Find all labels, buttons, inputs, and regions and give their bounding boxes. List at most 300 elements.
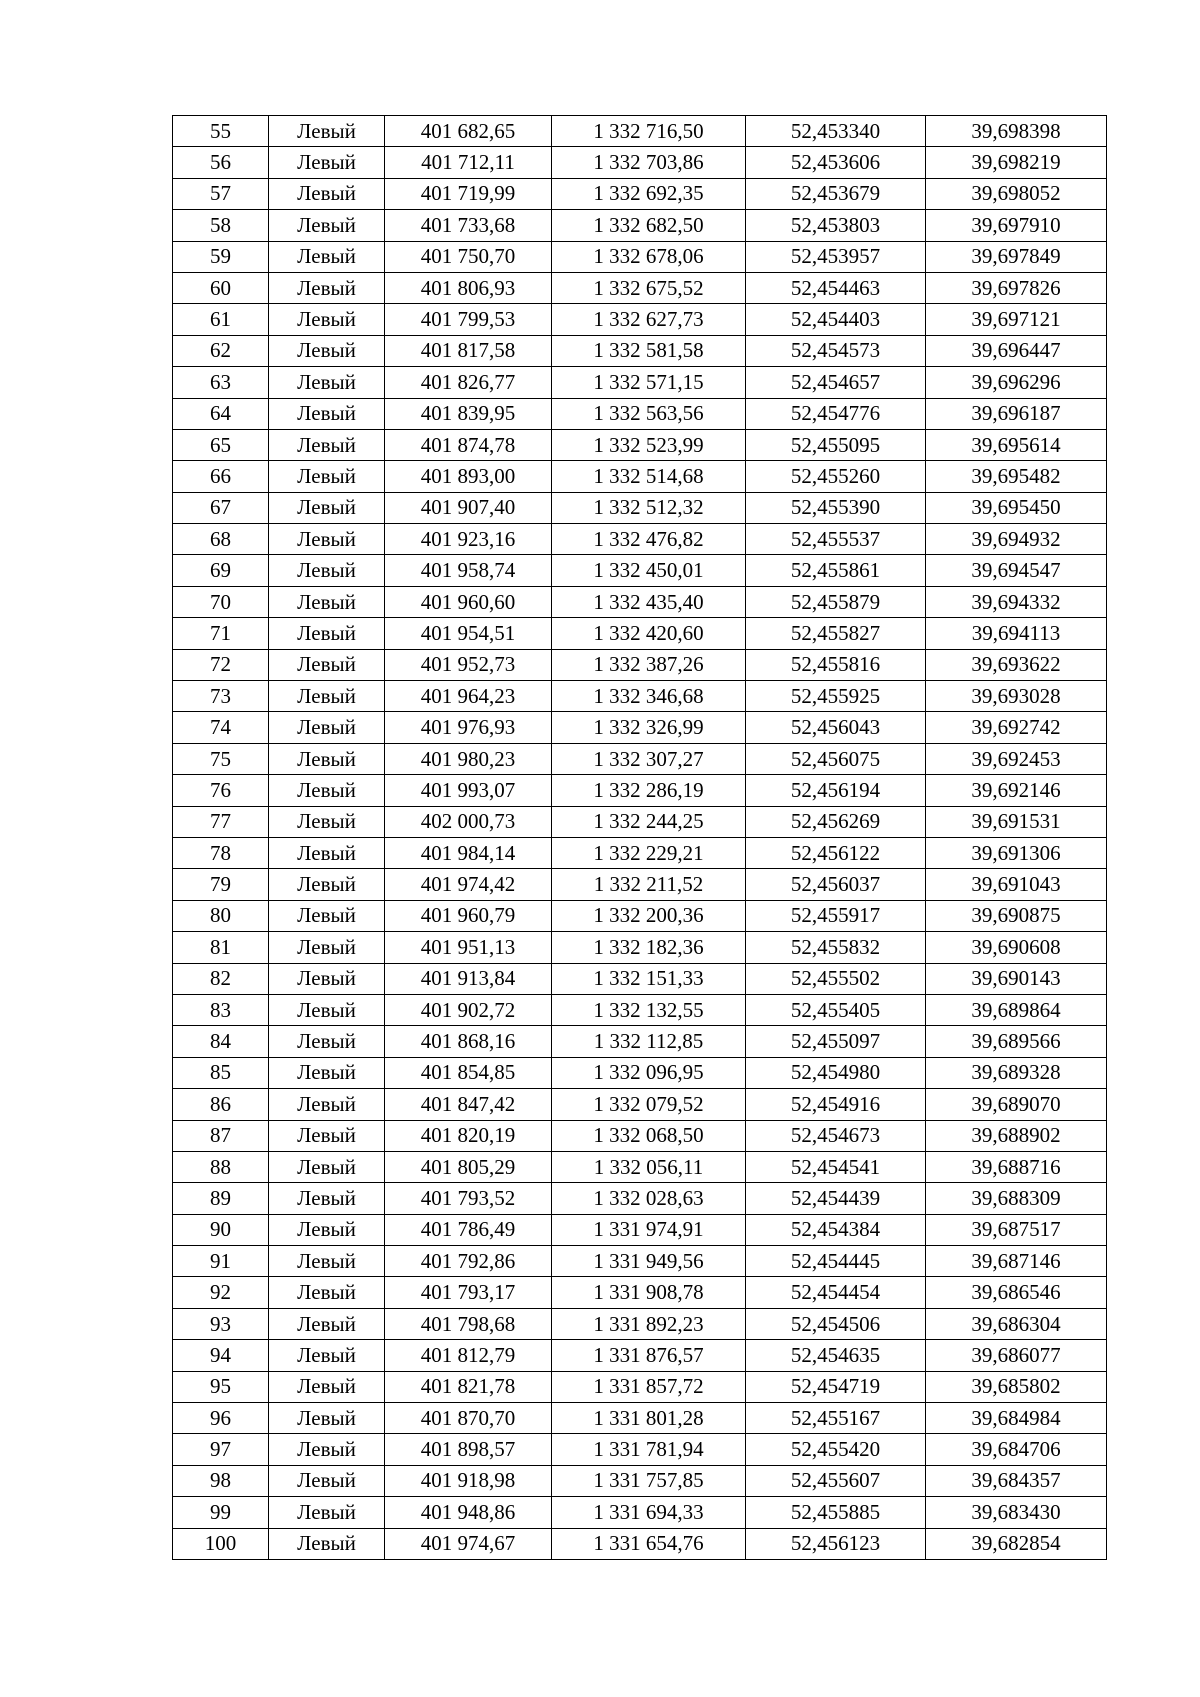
x-coordinate-cell: 401 923,16 [385,524,552,555]
point-number-cell: 82 [173,963,269,994]
x-coordinate-cell: 401 898,57 [385,1434,552,1465]
side-cell: Левый [269,1120,385,1151]
latitude-cell: 52,455095 [746,429,926,460]
table-row [173,932,1107,963]
point-number-cell: 72 [173,649,269,680]
side-cell: Левый [269,1026,385,1057]
latitude-cell: 52,455885 [746,1497,926,1528]
x-coordinate-cell: 401 874,78 [385,429,552,460]
table-row [173,649,1107,680]
point-number-cell: 63 [173,367,269,398]
side-cell: Левый [269,994,385,1025]
longitude-cell: 39,698219 [926,147,1107,178]
point-number-cell: 93 [173,1308,269,1339]
x-coordinate-cell: 401 806,93 [385,272,552,303]
longitude-cell: 39,689070 [926,1089,1107,1120]
latitude-cell: 52,455390 [746,492,926,523]
table-row [173,398,1107,429]
y-coordinate-cell: 1 332 307,27 [552,743,746,774]
longitude-cell: 39,698052 [926,178,1107,209]
side-cell: Левый [269,586,385,617]
table-row [173,304,1107,335]
table-row [173,272,1107,303]
x-coordinate-cell: 401 821,78 [385,1371,552,1402]
longitude-cell: 39,695482 [926,461,1107,492]
longitude-cell: 39,694332 [926,586,1107,617]
latitude-cell: 52,454506 [746,1308,926,1339]
y-coordinate-cell: 1 332 028,63 [552,1183,746,1214]
point-number-cell: 83 [173,994,269,1025]
latitude-cell: 52,455260 [746,461,926,492]
y-coordinate-cell: 1 332 435,40 [552,586,746,617]
side-cell: Левый [269,1371,385,1402]
point-number-cell: 62 [173,335,269,366]
y-coordinate-cell: 1 331 781,94 [552,1434,746,1465]
x-coordinate-cell: 401 984,14 [385,837,552,868]
y-coordinate-cell: 1 332 523,99 [552,429,746,460]
x-coordinate-cell: 401 960,60 [385,586,552,617]
side-cell: Левый [269,1497,385,1528]
longitude-cell: 39,682854 [926,1528,1107,1559]
longitude-cell: 39,687146 [926,1246,1107,1277]
table-row [173,210,1107,241]
x-coordinate-cell: 401 847,42 [385,1089,552,1120]
x-coordinate-cell: 401 974,67 [385,1528,552,1559]
y-coordinate-cell: 1 332 056,11 [552,1151,746,1182]
longitude-cell: 39,688309 [926,1183,1107,1214]
side-cell: Левый [269,1340,385,1371]
y-coordinate-cell: 1 332 068,50 [552,1120,746,1151]
latitude-cell: 52,454454 [746,1277,926,1308]
x-coordinate-cell: 401 798,68 [385,1308,552,1339]
point-number-cell: 86 [173,1089,269,1120]
point-number-cell: 87 [173,1120,269,1151]
longitude-cell: 39,697826 [926,272,1107,303]
longitude-cell: 39,691531 [926,806,1107,837]
longitude-cell: 39,692146 [926,775,1107,806]
side-cell: Левый [269,398,385,429]
y-coordinate-cell: 1 332 703,86 [552,147,746,178]
longitude-cell: 39,687517 [926,1214,1107,1245]
latitude-cell: 52,456269 [746,806,926,837]
table-row [173,869,1107,900]
point-number-cell: 73 [173,681,269,712]
x-coordinate-cell: 401 793,52 [385,1183,552,1214]
side-cell: Левый [269,869,385,900]
table-row [173,1497,1107,1528]
y-coordinate-cell: 1 332 096,95 [552,1057,746,1088]
latitude-cell: 52,456122 [746,837,926,868]
side-cell: Левый [269,1465,385,1496]
y-coordinate-cell: 1 332 581,58 [552,335,746,366]
longitude-cell: 39,684357 [926,1465,1107,1496]
latitude-cell: 52,455917 [746,900,926,931]
side-cell: Левый [269,649,385,680]
table-row [173,1214,1107,1245]
x-coordinate-cell: 401 974,42 [385,869,552,900]
longitude-cell: 39,690875 [926,900,1107,931]
x-coordinate-cell: 401 719,99 [385,178,552,209]
latitude-cell: 52,454541 [746,1151,926,1182]
longitude-cell: 39,689566 [926,1026,1107,1057]
y-coordinate-cell: 1 332 151,33 [552,963,746,994]
longitude-cell: 39,692453 [926,743,1107,774]
table-row [173,618,1107,649]
latitude-cell: 52,456043 [746,712,926,743]
y-coordinate-cell: 1 331 857,72 [552,1371,746,1402]
longitude-cell: 39,695450 [926,492,1107,523]
x-coordinate-cell: 401 980,23 [385,743,552,774]
point-number-cell: 56 [173,147,269,178]
table-row [173,429,1107,460]
y-coordinate-cell: 1 331 949,56 [552,1246,746,1277]
latitude-cell: 52,455861 [746,555,926,586]
y-coordinate-cell: 1 332 211,52 [552,869,746,900]
y-coordinate-cell: 1 332 229,21 [552,837,746,868]
latitude-cell: 52,455405 [746,994,926,1025]
point-number-cell: 95 [173,1371,269,1402]
longitude-cell: 39,691043 [926,869,1107,900]
point-number-cell: 90 [173,1214,269,1245]
point-number-cell: 94 [173,1340,269,1371]
side-cell: Левый [269,806,385,837]
side-cell: Левый [269,116,385,147]
latitude-cell: 52,455502 [746,963,926,994]
point-number-cell: 57 [173,178,269,209]
point-number-cell: 66 [173,461,269,492]
x-coordinate-cell: 401 820,19 [385,1120,552,1151]
table-row [173,1057,1107,1088]
table-row [173,1089,1107,1120]
side-cell: Левый [269,147,385,178]
x-coordinate-cell: 401 839,95 [385,398,552,429]
latitude-cell: 52,454403 [746,304,926,335]
side-cell: Левый [269,524,385,555]
latitude-cell: 52,454439 [746,1183,926,1214]
y-coordinate-cell: 1 332 682,50 [552,210,746,241]
side-cell: Левый [269,241,385,272]
longitude-cell: 39,690143 [926,963,1107,994]
y-coordinate-cell: 1 331 876,57 [552,1340,746,1371]
point-number-cell: 99 [173,1497,269,1528]
y-coordinate-cell: 1 331 694,33 [552,1497,746,1528]
latitude-cell: 52,454980 [746,1057,926,1088]
longitude-cell: 39,689328 [926,1057,1107,1088]
point-number-cell: 78 [173,837,269,868]
side-cell: Левый [269,900,385,931]
longitude-cell: 39,684706 [926,1434,1107,1465]
point-number-cell: 64 [173,398,269,429]
x-coordinate-cell: 401 868,16 [385,1026,552,1057]
side-cell: Левый [269,1246,385,1277]
point-number-cell: 76 [173,775,269,806]
side-cell: Левый [269,178,385,209]
latitude-cell: 52,456075 [746,743,926,774]
table-row [173,147,1107,178]
x-coordinate-cell: 401 964,23 [385,681,552,712]
point-number-cell: 80 [173,900,269,931]
table-row [173,743,1107,774]
table-row [173,492,1107,523]
latitude-cell: 52,454916 [746,1089,926,1120]
point-number-cell: 98 [173,1465,269,1496]
longitude-cell: 39,697121 [926,304,1107,335]
longitude-cell: 39,694547 [926,555,1107,586]
point-number-cell: 74 [173,712,269,743]
latitude-cell: 52,453803 [746,210,926,241]
coordinates-table-body [173,116,1107,1560]
latitude-cell: 52,453679 [746,178,926,209]
point-number-cell: 60 [173,272,269,303]
table-row [173,681,1107,712]
coordinates-table [172,115,1107,1560]
latitude-cell: 52,455925 [746,681,926,712]
x-coordinate-cell: 402 000,73 [385,806,552,837]
side-cell: Левый [269,932,385,963]
table-row [173,1340,1107,1371]
x-coordinate-cell: 401 952,73 [385,649,552,680]
latitude-cell: 52,455816 [746,649,926,680]
latitude-cell: 52,455097 [746,1026,926,1057]
side-cell: Левый [269,1214,385,1245]
table-row [173,775,1107,806]
point-number-cell: 67 [173,492,269,523]
table-row [173,116,1107,147]
y-coordinate-cell: 1 331 801,28 [552,1403,746,1434]
y-coordinate-cell: 1 332 182,36 [552,932,746,963]
y-coordinate-cell: 1 332 563,56 [552,398,746,429]
y-coordinate-cell: 1 332 476,82 [552,524,746,555]
y-coordinate-cell: 1 332 627,73 [552,304,746,335]
latitude-cell: 52,456123 [746,1528,926,1559]
longitude-cell: 39,688902 [926,1120,1107,1151]
table-row [173,1434,1107,1465]
latitude-cell: 52,454384 [746,1214,926,1245]
x-coordinate-cell: 401 958,74 [385,555,552,586]
latitude-cell: 52,456194 [746,775,926,806]
x-coordinate-cell: 401 854,85 [385,1057,552,1088]
side-cell: Левый [269,335,385,366]
point-number-cell: 75 [173,743,269,774]
latitude-cell: 52,453606 [746,147,926,178]
x-coordinate-cell: 401 750,70 [385,241,552,272]
side-cell: Левый [269,1434,385,1465]
point-number-cell: 65 [173,429,269,460]
x-coordinate-cell: 401 792,86 [385,1246,552,1277]
table-row [173,178,1107,209]
x-coordinate-cell: 401 786,49 [385,1214,552,1245]
side-cell: Левый [269,272,385,303]
side-cell: Левый [269,837,385,868]
x-coordinate-cell: 401 799,53 [385,304,552,335]
x-coordinate-cell: 401 993,07 [385,775,552,806]
y-coordinate-cell: 1 331 974,91 [552,1214,746,1245]
y-coordinate-cell: 1 332 326,99 [552,712,746,743]
y-coordinate-cell: 1 332 571,15 [552,367,746,398]
side-cell: Левый [269,1151,385,1182]
point-number-cell: 70 [173,586,269,617]
longitude-cell: 39,694113 [926,618,1107,649]
y-coordinate-cell: 1 332 716,50 [552,116,746,147]
point-number-cell: 71 [173,618,269,649]
side-cell: Левый [269,712,385,743]
side-cell: Левый [269,1057,385,1088]
latitude-cell: 52,454673 [746,1120,926,1151]
longitude-cell: 39,686304 [926,1308,1107,1339]
side-cell: Левый [269,367,385,398]
table-row [173,712,1107,743]
longitude-cell: 39,689864 [926,994,1107,1025]
table-row [173,335,1107,366]
point-number-cell: 92 [173,1277,269,1308]
point-number-cell: 96 [173,1403,269,1434]
latitude-cell: 52,453957 [746,241,926,272]
longitude-cell: 39,690608 [926,932,1107,963]
x-coordinate-cell: 401 893,00 [385,461,552,492]
side-cell: Левый [269,1403,385,1434]
y-coordinate-cell: 1 332 512,32 [552,492,746,523]
longitude-cell: 39,683430 [926,1497,1107,1528]
longitude-cell: 39,692742 [926,712,1107,743]
latitude-cell: 52,455537 [746,524,926,555]
longitude-cell: 39,684984 [926,1403,1107,1434]
point-number-cell: 59 [173,241,269,272]
latitude-cell: 52,454719 [746,1371,926,1402]
table-row [173,1183,1107,1214]
x-coordinate-cell: 401 948,86 [385,1497,552,1528]
y-coordinate-cell: 1 332 678,06 [552,241,746,272]
longitude-cell: 39,697849 [926,241,1107,272]
table-row [173,1151,1107,1182]
x-coordinate-cell: 401 817,58 [385,335,552,366]
side-cell: Левый [269,555,385,586]
x-coordinate-cell: 401 793,17 [385,1277,552,1308]
longitude-cell: 39,696296 [926,367,1107,398]
latitude-cell: 52,455420 [746,1434,926,1465]
y-coordinate-cell: 1 332 346,68 [552,681,746,712]
x-coordinate-cell: 401 913,84 [385,963,552,994]
side-cell: Левый [269,304,385,335]
table-row [173,837,1107,868]
table-row [173,963,1107,994]
side-cell: Левый [269,210,385,241]
side-cell: Левый [269,1089,385,1120]
table-row [173,367,1107,398]
latitude-cell: 52,455607 [746,1465,926,1496]
point-number-cell: 55 [173,116,269,147]
table-row [173,1403,1107,1434]
point-number-cell: 58 [173,210,269,241]
x-coordinate-cell: 401 954,51 [385,618,552,649]
longitude-cell: 39,697910 [926,210,1107,241]
y-coordinate-cell: 1 332 692,35 [552,178,746,209]
x-coordinate-cell: 401 812,79 [385,1340,552,1371]
point-number-cell: 89 [173,1183,269,1214]
table-row [173,1246,1107,1277]
y-coordinate-cell: 1 332 079,52 [552,1089,746,1120]
y-coordinate-cell: 1 332 514,68 [552,461,746,492]
y-coordinate-cell: 1 332 450,01 [552,555,746,586]
y-coordinate-cell: 1 331 654,76 [552,1528,746,1559]
latitude-cell: 52,453340 [746,116,926,147]
table-row [173,1465,1107,1496]
latitude-cell: 52,454776 [746,398,926,429]
longitude-cell: 39,693028 [926,681,1107,712]
y-coordinate-cell: 1 331 908,78 [552,1277,746,1308]
longitude-cell: 39,691306 [926,837,1107,868]
y-coordinate-cell: 1 332 112,85 [552,1026,746,1057]
x-coordinate-cell: 401 805,29 [385,1151,552,1182]
latitude-cell: 52,456037 [746,869,926,900]
point-number-cell: 77 [173,806,269,837]
side-cell: Левый [269,775,385,806]
side-cell: Левый [269,1183,385,1214]
x-coordinate-cell: 401 902,72 [385,994,552,1025]
longitude-cell: 39,694932 [926,524,1107,555]
x-coordinate-cell: 401 951,13 [385,932,552,963]
table-row [173,900,1107,931]
side-cell: Левый [269,618,385,649]
latitude-cell: 52,455832 [746,932,926,963]
table-row [173,1308,1107,1339]
y-coordinate-cell: 1 332 420,60 [552,618,746,649]
longitude-cell: 39,686077 [926,1340,1107,1371]
table-row [173,555,1107,586]
point-number-cell: 88 [173,1151,269,1182]
point-number-cell: 81 [173,932,269,963]
latitude-cell: 52,454573 [746,335,926,366]
x-coordinate-cell: 401 733,68 [385,210,552,241]
point-number-cell: 97 [173,1434,269,1465]
latitude-cell: 52,454445 [746,1246,926,1277]
y-coordinate-cell: 1 332 286,19 [552,775,746,806]
table-row [173,1277,1107,1308]
side-cell: Левый [269,492,385,523]
table-row [173,1371,1107,1402]
longitude-cell: 39,696187 [926,398,1107,429]
table-row [173,1026,1107,1057]
longitude-cell: 39,686546 [926,1277,1107,1308]
y-coordinate-cell: 1 332 675,52 [552,272,746,303]
table-row [173,1120,1107,1151]
x-coordinate-cell: 401 826,77 [385,367,552,398]
y-coordinate-cell: 1 332 132,55 [552,994,746,1025]
y-coordinate-cell: 1 332 387,26 [552,649,746,680]
table-row [173,461,1107,492]
point-number-cell: 85 [173,1057,269,1088]
longitude-cell: 39,685802 [926,1371,1107,1402]
x-coordinate-cell: 401 960,79 [385,900,552,931]
table-row [173,241,1107,272]
latitude-cell: 52,454635 [746,1340,926,1371]
table-row [173,1528,1107,1559]
side-cell: Левый [269,681,385,712]
longitude-cell: 39,698398 [926,116,1107,147]
longitude-cell: 39,696447 [926,335,1107,366]
point-number-cell: 68 [173,524,269,555]
x-coordinate-cell: 401 976,93 [385,712,552,743]
side-cell: Левый [269,963,385,994]
latitude-cell: 52,455167 [746,1403,926,1434]
latitude-cell: 52,454463 [746,272,926,303]
point-number-cell: 84 [173,1026,269,1057]
side-cell: Левый [269,429,385,460]
point-number-cell: 69 [173,555,269,586]
longitude-cell: 39,688716 [926,1151,1107,1182]
table-row [173,524,1107,555]
longitude-cell: 39,693622 [926,649,1107,680]
point-number-cell: 91 [173,1246,269,1277]
